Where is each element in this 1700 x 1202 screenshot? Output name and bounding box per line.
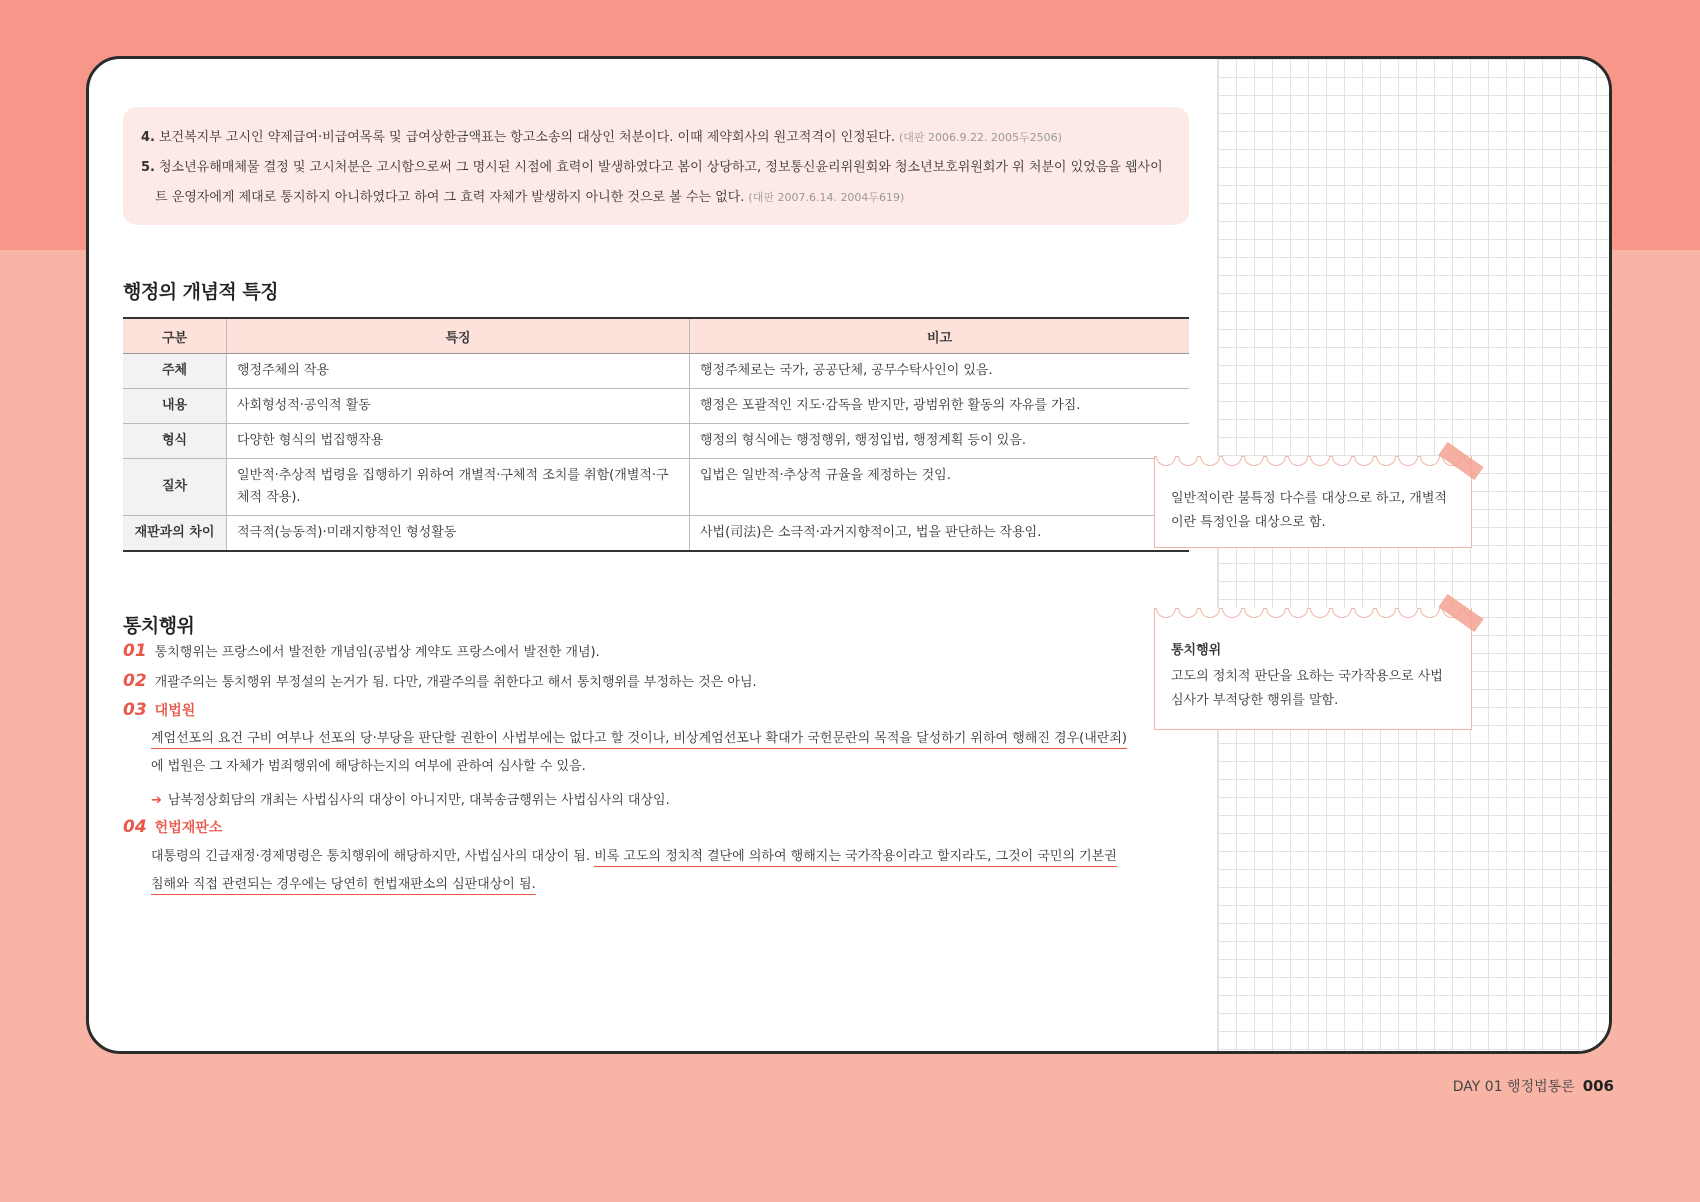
note-cell: 입법은 일반적·추상적 규율을 제정하는 것임. bbox=[690, 459, 1190, 516]
feature-cell: 일반적·추상적 법령을 집행하기 위하여 개별적·구체적 조치를 취함(개별적·구체적 작용). bbox=[227, 459, 690, 516]
case-citation: (대판 2007.6.14. 2004두619) bbox=[748, 191, 905, 204]
section-title-governance: 통치행위 bbox=[123, 611, 194, 638]
case-text: 보건복지부 고시인 약제급여·비급여목록 및 급여상한금액표는 항고소송의 대상인 처분이다. 이때 제약회사의 원고적격이 인정된다. bbox=[158, 130, 895, 145]
scallop-edge bbox=[1155, 456, 1471, 468]
case-line-5-cont bbox=[141, 183, 1171, 213]
note-cell: 행정은 포괄적인 지도·감독을 받지만, 광범위한 활동의 자유를 가짐. bbox=[690, 389, 1190, 424]
list-item bbox=[123, 671, 757, 691]
paragraph-text: 에 법원은 그 자체가 범죄행위에 해당하는지의 여부에 관하여 심사할 수 있음. bbox=[151, 759, 586, 774]
arrow-note-text: 남북정상회담의 개최는 사법심사의 대상이 아니지만, 대북송금행위는 사법심사의 대상임. bbox=[167, 793, 670, 808]
item-number: 01 bbox=[123, 641, 147, 661]
note-title: 통치행위 bbox=[1171, 643, 1222, 658]
table-row bbox=[123, 389, 1189, 424]
arrow-right-icon: ➔ bbox=[151, 793, 162, 808]
features-table bbox=[123, 317, 1189, 552]
feature-cell: 행정주체의 작용 bbox=[227, 354, 690, 389]
item-text: 통치행위는 프랑스에서 발전한 개념임(공법상 계약도 프랑스에서 발전한 개념). bbox=[154, 645, 600, 660]
case-citation: (대판 2006.9.22. 2005두2506) bbox=[898, 131, 1062, 144]
column-header: 구분 bbox=[123, 318, 227, 354]
underlined-text: 침해와 직접 관련되는 경우에는 당연히 헌법재판소의 심판대상이 됨. bbox=[151, 877, 536, 895]
row-label: 형식 bbox=[123, 424, 227, 459]
case-text: 트 운영자에게 제대로 통지하지 아니하였다고 하여 그 효력 자체가 발생하지 아니한 것으로 볼 수는 없다. bbox=[155, 190, 745, 205]
scallop-edge bbox=[1155, 608, 1471, 620]
table-row bbox=[123, 354, 1189, 389]
row-label: 내용 bbox=[123, 389, 227, 424]
underlined-text: 계엄선포의 요건 구비 여부나 선포의 당·부당을 판단할 권한이 사법부에는 없다고 할 것이나, 비상계엄선포나 확대가 국헌문란의 목적을 달성하기 위하여 행해진 경우(내란죄) bbox=[151, 731, 1127, 749]
column-header: 비고 bbox=[690, 318, 1190, 354]
court-label: 헌법재판소 bbox=[154, 820, 223, 836]
note-cell: 사법(司法)은 소극적·과거지향적이고, 법을 판단하는 작용임. bbox=[690, 516, 1190, 552]
case-line-5 bbox=[141, 153, 1171, 183]
case-text: 청소년유해매체물 결정 및 고시처분은 고시함으로써 그 명시된 시점에 효력이 발생하였다고 봄이 상당하고, 정보통신윤리위원회와 청소년보호위원회가 위 처분이 있었음을 웹사이 bbox=[158, 160, 1163, 175]
page-card bbox=[86, 56, 1612, 1054]
note-cell: 행정의 형식에는 행정행위, 행정입법, 행정계획 등이 있음. bbox=[690, 424, 1190, 459]
case-number: 5. bbox=[141, 160, 155, 175]
court-label: 대법원 bbox=[154, 703, 196, 719]
page-number: 006 bbox=[1582, 1077, 1614, 1095]
feature-cell: 적극적(능동적)·미래지향적인 형성활동 bbox=[227, 516, 690, 552]
side-note-governance bbox=[1154, 608, 1472, 730]
section-title-features: 행정의 개념적 특징 bbox=[123, 277, 278, 304]
grid-note-panel bbox=[1217, 59, 1612, 1054]
feature-cell: 다양한 형식의 법집행작용 bbox=[227, 424, 690, 459]
underlined-text: 비록 고도의 정치적 결단에 의하여 행해지는 국가작용이라고 할지라도, 그것이 국민의 기본권 bbox=[594, 849, 1117, 867]
item-number: 03 bbox=[123, 700, 147, 720]
item-number: 04 bbox=[123, 817, 147, 837]
table-row bbox=[123, 459, 1189, 516]
note-cell: 행정주체로는 국가, 공공단체, 공무수탁사인이 있음. bbox=[690, 354, 1190, 389]
item-paragraph bbox=[151, 725, 1189, 781]
note-text: 고도의 정치적 판단을 요하는 국가작용으로 사법심사가 부적당한 행위를 말함. bbox=[1171, 669, 1443, 708]
case-line-4 bbox=[141, 123, 1171, 153]
list-item bbox=[123, 700, 195, 720]
arrow-note bbox=[151, 789, 670, 808]
row-label: 질차 bbox=[123, 459, 227, 516]
chapter-label: DAY 01 행정법통론 bbox=[1452, 1079, 1575, 1095]
table-row bbox=[123, 516, 1189, 552]
list-item bbox=[123, 817, 222, 837]
column-header: 특징 bbox=[227, 318, 690, 354]
case-summary-box bbox=[123, 107, 1189, 225]
item-number: 02 bbox=[123, 671, 147, 691]
row-label: 주체 bbox=[123, 354, 227, 389]
table-header-row bbox=[123, 318, 1189, 354]
row-label: 재판과의 차이 bbox=[123, 516, 227, 552]
list-item bbox=[123, 641, 600, 661]
side-note-general bbox=[1154, 456, 1472, 548]
note-text: 일반적이란 불특정 다수를 대상으로 하고, 개별적이란 특정인을 대상으로 함. bbox=[1171, 491, 1447, 530]
table-row bbox=[123, 424, 1189, 459]
feature-cell: 사회형성적·공익적 활동 bbox=[227, 389, 690, 424]
item-paragraph bbox=[151, 843, 1189, 899]
case-number: 4. bbox=[141, 130, 155, 145]
item-text: 개괄주의는 통치행위 부정설의 논거가 됨. 다만, 개괄주의를 취한다고 해서 통치행위를 부정하는 것은 아님. bbox=[154, 675, 757, 690]
paragraph-text: 대통령의 긴급재정·경제명령은 통치행위에 해당하지만, 사법심사의 대상이 됨. bbox=[151, 849, 595, 864]
page-footer bbox=[1453, 1076, 1614, 1096]
